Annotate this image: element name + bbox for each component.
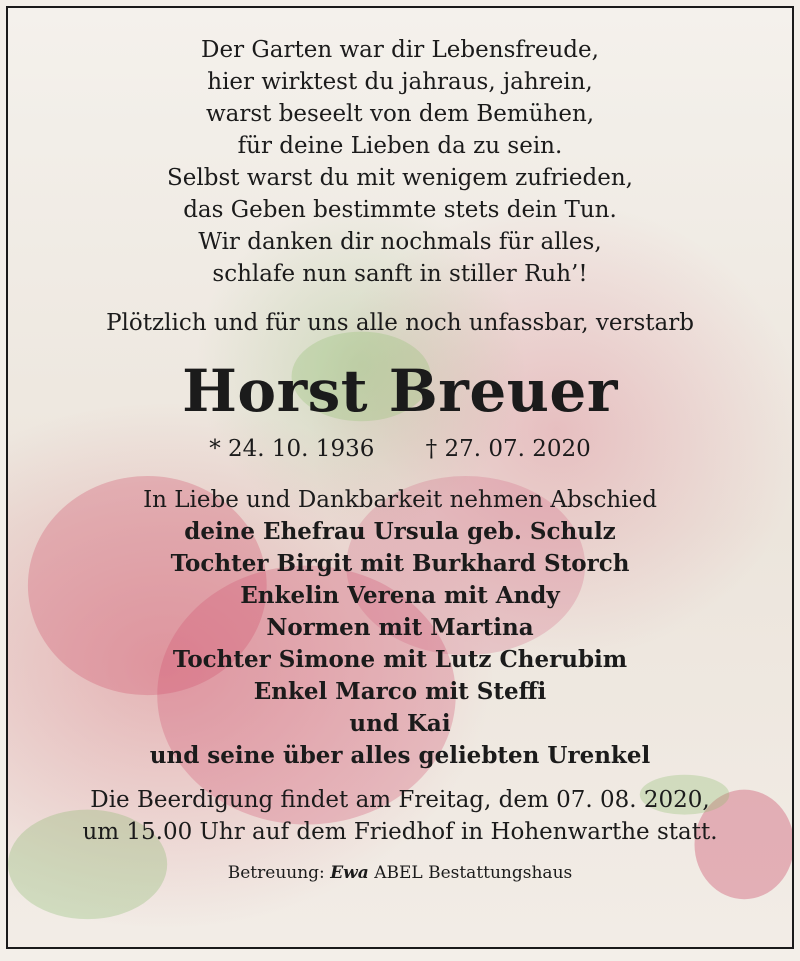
- mourners-lead: In Liebe und Dankbarkeit nehmen Abschied: [143, 487, 657, 513]
- death-date: † 27. 07. 2020: [425, 436, 591, 462]
- deceased-name: Horst Breuer: [182, 357, 618, 425]
- funeral-home-credit: [8, 862, 792, 884]
- mourner-entry: Enkel Marco mit Steffi: [253, 678, 547, 705]
- poem-line: für deine Lieben da zu sein.: [237, 133, 563, 159]
- mourner-entry: Tochter Birgit mit Burkhard Storch: [170, 550, 630, 577]
- funeral-line: Die Beerdigung findet am Freitag, dem 07. 08. 2020,: [90, 787, 710, 813]
- mourner-entry: Enkelin Verena mit Andy: [240, 582, 560, 609]
- ewa-signature-logo: Ewa: [330, 863, 369, 883]
- funeral-line: um 15.00 Uhr auf dem Friedhof in Hohenwarthe statt.: [82, 819, 718, 845]
- life-dates: [8, 434, 792, 464]
- poem-line: schlafe nun sanft in stiller Ruh’!: [212, 261, 588, 287]
- poem-line: Wir danken dir nochmals für alles,: [198, 229, 602, 255]
- announcement-intro: Plötzlich und für uns alle noch unfassbar, verstarb: [106, 310, 694, 336]
- poem-line: Selbst warst du mit wenigem zufrieden,: [167, 165, 633, 191]
- obituary-card: [6, 6, 794, 949]
- poem-line: Der Garten war dir Lebensfreude,: [201, 37, 599, 63]
- poem-line: das Geben bestimmte stets dein Tun.: [183, 197, 617, 223]
- mourner-entry: Tochter Simone mit Lutz Cherubim: [172, 646, 628, 673]
- memorial-poem: [8, 8, 792, 290]
- mourner-entry: Normen mit Martina: [266, 614, 534, 641]
- poem-line: warst beseelt von dem Bemühen,: [205, 101, 595, 127]
- birth-date: * 24. 10. 1936: [209, 436, 375, 462]
- mourners-list: [8, 484, 792, 772]
- mourner-entry: und seine über alles geliebten Urenkel: [149, 742, 651, 769]
- funeral-home-name: ABEL Bestattungshaus: [374, 863, 573, 883]
- mourner-entry: deine Ehefrau Ursula geb. Schulz: [184, 518, 616, 545]
- mourner-entry: und Kai: [349, 710, 451, 737]
- funeral-details: [8, 784, 792, 848]
- credit-prefix: Betreuung:: [227, 863, 325, 883]
- poem-line: hier wirktest du jahraus, jahrein,: [207, 69, 593, 95]
- obituary-text: [8, 8, 792, 884]
